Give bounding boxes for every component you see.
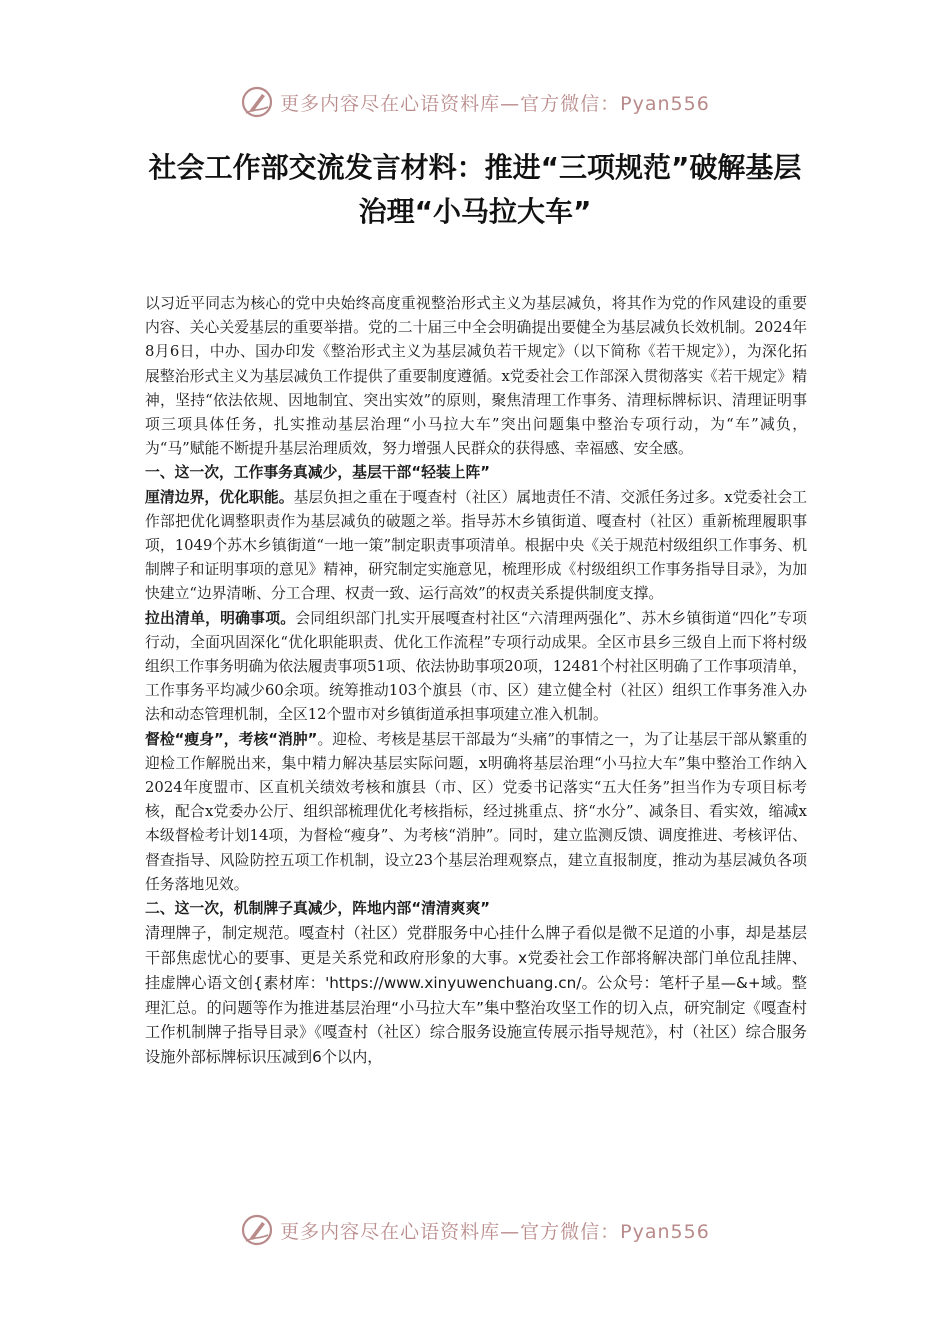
footer-watermark-banner: [0, 1208, 950, 1252]
paragraph-lead: 厘清边界，优化职能。: [145, 488, 294, 506]
paragraph-text: 。迎检、考核是基层干部最为“头痛”的事情之一，为了让基层干部从繁重的迎检工作解脱出来，集中精力解决基层实际问题，x明确将基层治理“小马拉大车”集中整治工作纳入2024年度盟市、区直机关绩效考核和旗县（市、区）党委书记落实“五大任务”担当作为专项目标考核，配合x党委办公厅、组织部梳理优化考核指标，经过挑重点、挤“水分”、减条目、看实效，缩减x本级督检考计划14项，为督检“瘦身”、为考核“消肿”。同时，建立监测反馈、调度推进、考核评估、督查指导、风险防控五项工作机制，设立23个基层治理观察点，建立直报制度，推动为基层减负各项任务落地见效。: [145, 730, 808, 893]
paragraph-text: 基层负担之重在于嘎查村（社区）属地责任不清、交派任务过多。x党委社会工作部把优化调整职责作为基层减负的破题之举。指导苏木乡镇街道、嘎查村（社区）重新梳理履职事项，1049个苏木乡镇街道“一地一策”制定职责事项清单。根据中央《关于规范村级组织工作事务、机制牌子和证明事项的意见》精神，研究制定实施意见，梳理形成《村级组织工作事务指导目录》，为加快建立“边界清晰、分工合理、权责一致、运行高效”的权责关系提供制度支撑。: [145, 488, 807, 603]
document-title: 社会工作部交流发言材料：推进“三项规范”破解基层治理“小马拉大车”: [148, 151, 802, 228]
document-body: [145, 292, 807, 1070]
header-watermark-banner: [0, 80, 950, 124]
paragraph-lead: 拉出清单，明确事项。: [145, 609, 296, 627]
intro-paragraph: 以习近平同志为核心的党中央始终高度重视整治形式主义为基层减负，将其作为党的作风建设的重要内容、关心关爱基层的重要举措。党的二十届三中全会明确提出要健全为基层减负长效机制。2024年8月6日，中办、国办印发《整治形式主义为基层减负若干规定》（以下简称《若干规定》），为深化拓展整治形式主义为基层减负工作提供了重要制度遵循。x党委社会工作部深入贯彻落实《若干规定》精神，坚持“依法依规、因地制宜、突出实效”的原则，聚焦清理工作事务、清理标牌标识、清理证明事项三项具体任务，扎实推动基层治理“小马拉大车”突出问题集中整治专项行动，为“车”减负，为“马”赋能不断提升基层治理质效，努力增强人民群众的获得感、幸福感、安全感。: [145, 295, 807, 458]
banner-text: 更多内容尽在心语资料库—官方微信：Pyan556: [280, 92, 710, 115]
section-2-heading: 二、这一次，机制牌子真减少，阵地内部“清清爽爽”: [145, 900, 490, 918]
section-2-paragraph-1: 清理牌子，制定规范。嘎查村（社区）党群服务中心挂什么牌子看似是微不足道的小事，却是基层干部焦虑忧心的要事、更是关系党和政府形象的大事。x党委社会工作部将解决部门单位乱挂牌、挂虚牌心语文创{素材库：'https://www.xinyuwenchuang.cn/。公众号：笔杆子星—&+域。整理汇总。的问题等作为推进基层治理“小马拉大车”集中整治攻坚工作的切入点，研究制定《嘎查村工作机制牌子指导目录》《嘎查村（社区）综合服务设施宣传展示指导规范》，村（社区）综合服务设施外部标牌标识压减到6个以内，: [145, 924, 807, 1067]
section-1-paragraph-1: [145, 486, 807, 607]
pen-circle-logo-icon: [240, 85, 274, 119]
section-1-paragraph-2: [145, 607, 807, 728]
paragraph-text: 会同组织部门扎实开展嘎查村社区“六清理两强化”、苏木乡镇街道“四化”专项行动，全面巩固深化“优化职能职责、优化工作流程”专项行动成果。全区市县乡三级自上而下将村级组织工作事务明确为依法履责事项51项、依法协助事项20项，12481个村社区明确了工作事项清单，工作事务平均减少60余项。统筹推动103个旗县（市、区）建立健全村（社区）组织工作事务准入办法和动态管理机制，全区12个盟市对乡镇街道承担事项建立准入机制。: [145, 609, 807, 724]
section-1-heading: 一、这一次，工作事务真减少，基层干部“轻装上阵”: [145, 464, 490, 482]
banner-text: 更多内容尽在心语资料库—官方微信：Pyan556: [280, 1220, 710, 1243]
pen-circle-logo-icon: [240, 1213, 274, 1247]
section-1-paragraph-3: [145, 728, 807, 897]
paragraph-lead: 督检“瘦身”，考核“消肿”: [145, 730, 318, 748]
